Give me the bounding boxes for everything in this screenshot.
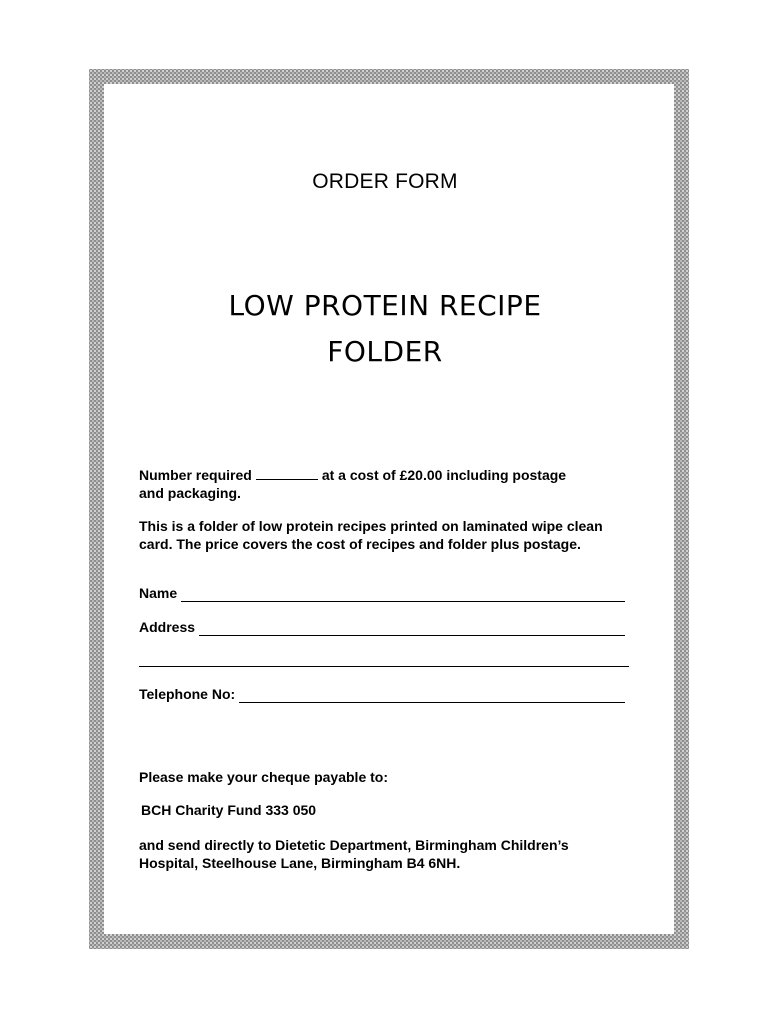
telephone-label: Telephone No: bbox=[139, 686, 236, 702]
address-field[interactable] bbox=[199, 622, 625, 636]
description-line-1: This is a folder of low protein recipes printed on laminated wipe clean bbox=[139, 518, 603, 534]
address-label: Address bbox=[139, 619, 196, 635]
quantity-paragraph bbox=[139, 466, 639, 502]
payee-name: BCH Charity Fund 333 050 bbox=[141, 802, 317, 818]
folder-title-line-2: FOLDER bbox=[327, 335, 443, 368]
cost-text: at a cost of £20.00 including postage bbox=[321, 467, 567, 483]
address-field-line-2[interactable] bbox=[139, 666, 629, 667]
cheque-instruction: Please make your cheque payable to: bbox=[139, 769, 388, 785]
name-row bbox=[139, 584, 625, 602]
telephone-row bbox=[139, 685, 625, 703]
cost-text-continued: and packaging. bbox=[139, 485, 241, 501]
address-row bbox=[139, 618, 625, 636]
telephone-field[interactable] bbox=[239, 689, 625, 703]
name-field[interactable] bbox=[181, 588, 625, 602]
send-line-1: and send directly to Dietetic Department, Birmingham Children’s bbox=[139, 837, 569, 853]
send-address-paragraph bbox=[139, 836, 639, 872]
description-line-2: card. The price covers the cost of recipes and folder plus postage. bbox=[139, 536, 581, 552]
description-paragraph bbox=[139, 517, 639, 553]
order-form-heading: ORDER FORM bbox=[312, 170, 458, 193]
number-required-field[interactable] bbox=[256, 466, 318, 480]
name-label: Name bbox=[139, 585, 178, 601]
number-required-label: Number required bbox=[139, 467, 252, 483]
folder-title-line-1: LOW PROTEIN RECIPE bbox=[228, 289, 542, 322]
send-line-2: Hospital, Steelhouse Lane, Birmingham B4 6NH. bbox=[139, 855, 461, 871]
folder-title bbox=[0, 283, 770, 375]
